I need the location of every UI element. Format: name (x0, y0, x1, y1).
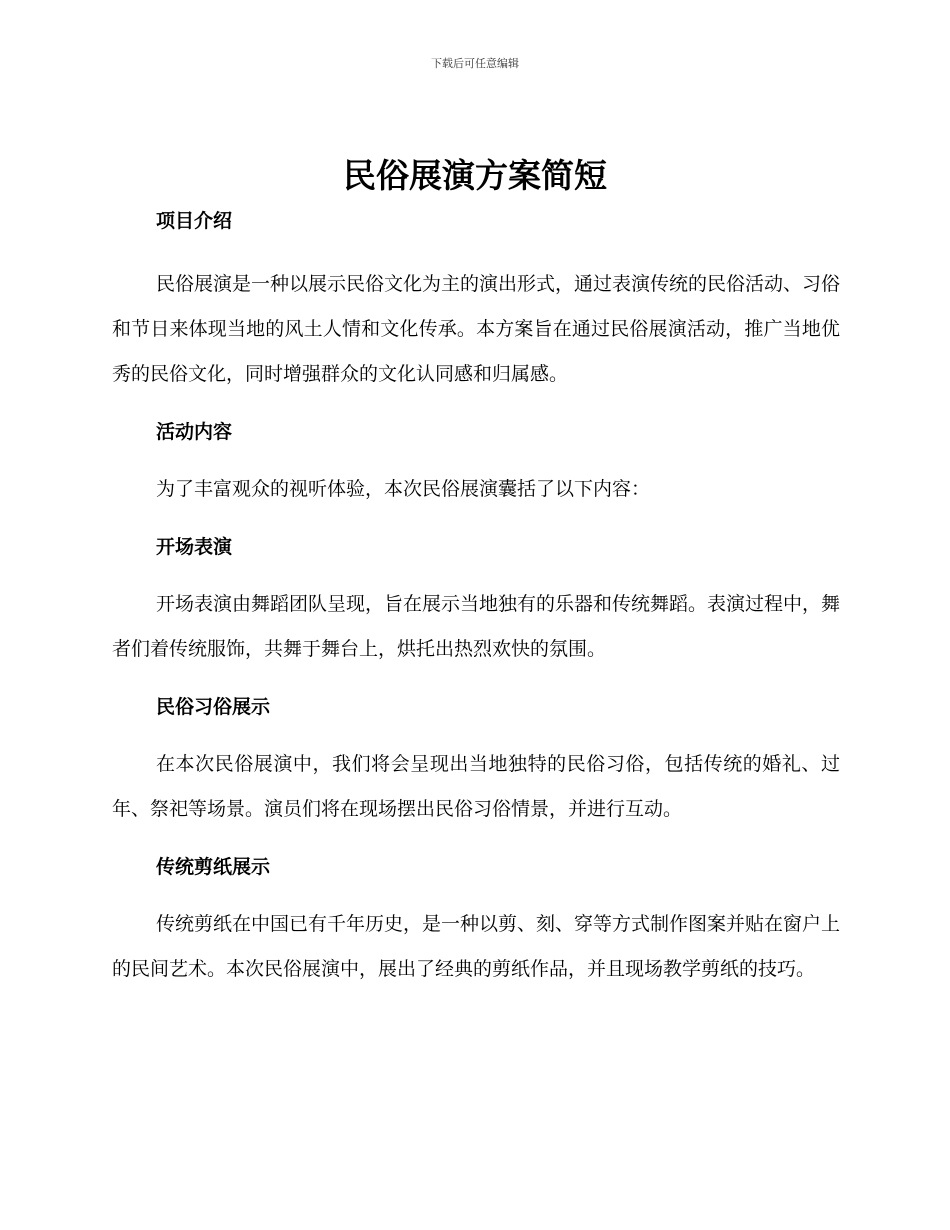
section-heading-intro: 项目介绍 (156, 210, 233, 232)
section-heading-customs: 民俗习俗展示 (156, 696, 271, 718)
section-heading-content: 活动内容 (156, 421, 233, 443)
section-body-opening: 开场表演由舞蹈团队呈现，旨在展示当地独有的乐器和传统舞蹈。表演过程中，舞者们着传统服饰，共舞于舞台上，烘托出热烈欢快的氛围。 (112, 593, 841, 660)
document-title: 民俗展演方案简短 (343, 156, 607, 195)
document-body (112, 206, 840, 992)
section-body-content: 为了丰富观众的视听体验，本次民俗展演囊括了以下内容： (156, 478, 651, 500)
section-heading-papercut: 传统剪纸展示 (156, 856, 271, 878)
section-heading-opening: 开场表演 (156, 536, 233, 558)
page-header-note: 下载后可任意编辑 (431, 57, 519, 70)
section-body-customs: 在本次民俗展演中，我们将会呈现出当地独特的民俗习俗，包括传统的婚礼、过年、祭祀等场景。演员们将在现场摆出民俗习俗情景，并进行互动。 (112, 753, 840, 820)
section-body-intro: 民俗展演是一种以展示民俗文化为主的演出形式，通过表演传统的民俗活动、习俗和节日来体现当地的风土人情和文化传承。本方案旨在通过民俗展演活动，推广当地优秀的民俗文化，同时增强群众的文化认同感和归属感。 (112, 273, 841, 385)
section-body-papercut: 传统剪纸在中国已有千年历史，是一种以剪、刻、穿等方式制作图案并贴在窗户上的民间艺术。本次民俗展演中，展出了经典的剪纸作品，并且现场教学剪纸的技巧。 (112, 913, 841, 980)
